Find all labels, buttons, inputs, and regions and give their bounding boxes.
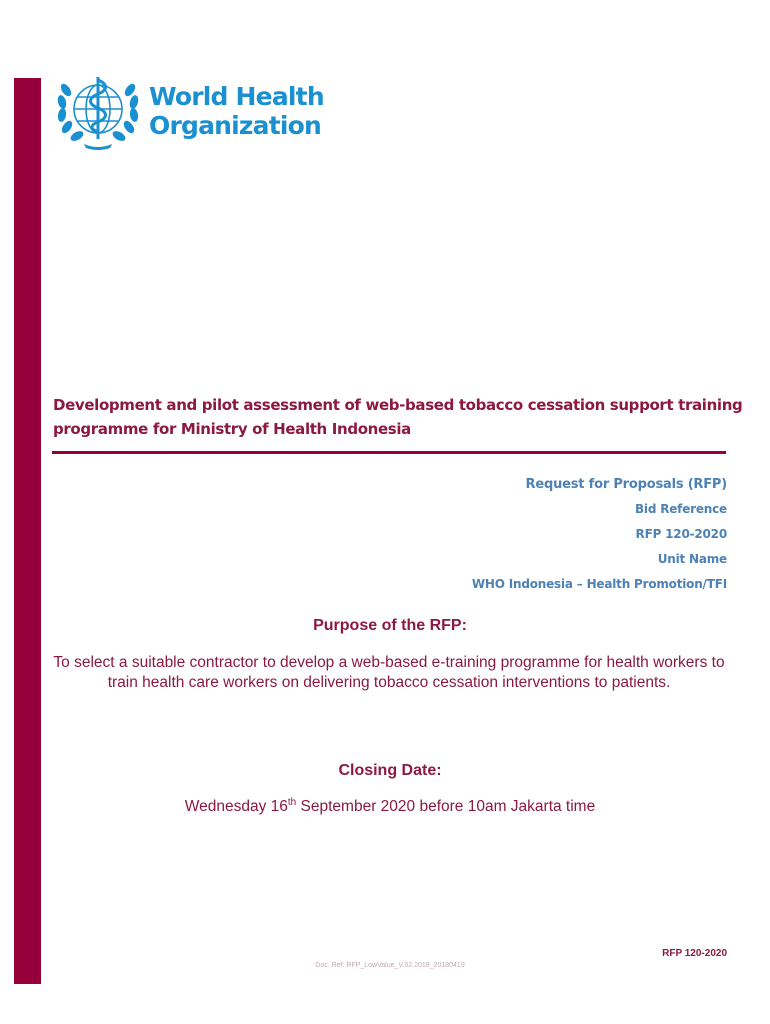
rfp-doc-type: Request for Proposals (RFP) xyxy=(525,477,727,492)
footer-rfp-reference: RFP 120-2020 xyxy=(662,948,727,959)
document-title: Development and pilot assessment of web-based tobacco cessation support training programme for Ministry of Health Indonesia xyxy=(53,396,743,438)
bid-reference-label: Bid Reference xyxy=(634,502,727,516)
purpose-heading: Purpose of the RFP: xyxy=(313,617,467,634)
closing-date-text xyxy=(40,797,740,816)
unit-name-value: WHO Indonesia – Health Promotion/TFI xyxy=(471,577,727,591)
org-name-line1: World Health xyxy=(149,82,324,111)
rfp-info-block xyxy=(472,472,727,597)
who-emblem-icon xyxy=(52,72,144,152)
purpose-text: To select a suitable contractor to develop a web-based e-training programme for health workers to train health care workers on delivering tobacco cessation interventions to patients. xyxy=(53,654,725,691)
side-accent-bar xyxy=(14,78,41,984)
title-divider xyxy=(52,451,726,454)
closing-date-day: Wednesday 16 xyxy=(184,798,288,816)
who-logo xyxy=(52,72,332,152)
unit-name-label: Unit Name xyxy=(657,552,727,566)
org-name-line2: Organization xyxy=(149,111,322,140)
footer-doc-reference: Doc. Ref: RFP_LowValue_V.02.2018_20180419 xyxy=(315,962,465,969)
closing-date-rest: September 2020 before 10am Jakarta time xyxy=(296,798,596,816)
closing-date-ordinal: th xyxy=(287,797,297,808)
closing-date-heading: Closing Date: xyxy=(338,762,442,779)
bid-reference-value: RFP 120-2020 xyxy=(635,527,727,541)
org-name xyxy=(149,82,324,140)
